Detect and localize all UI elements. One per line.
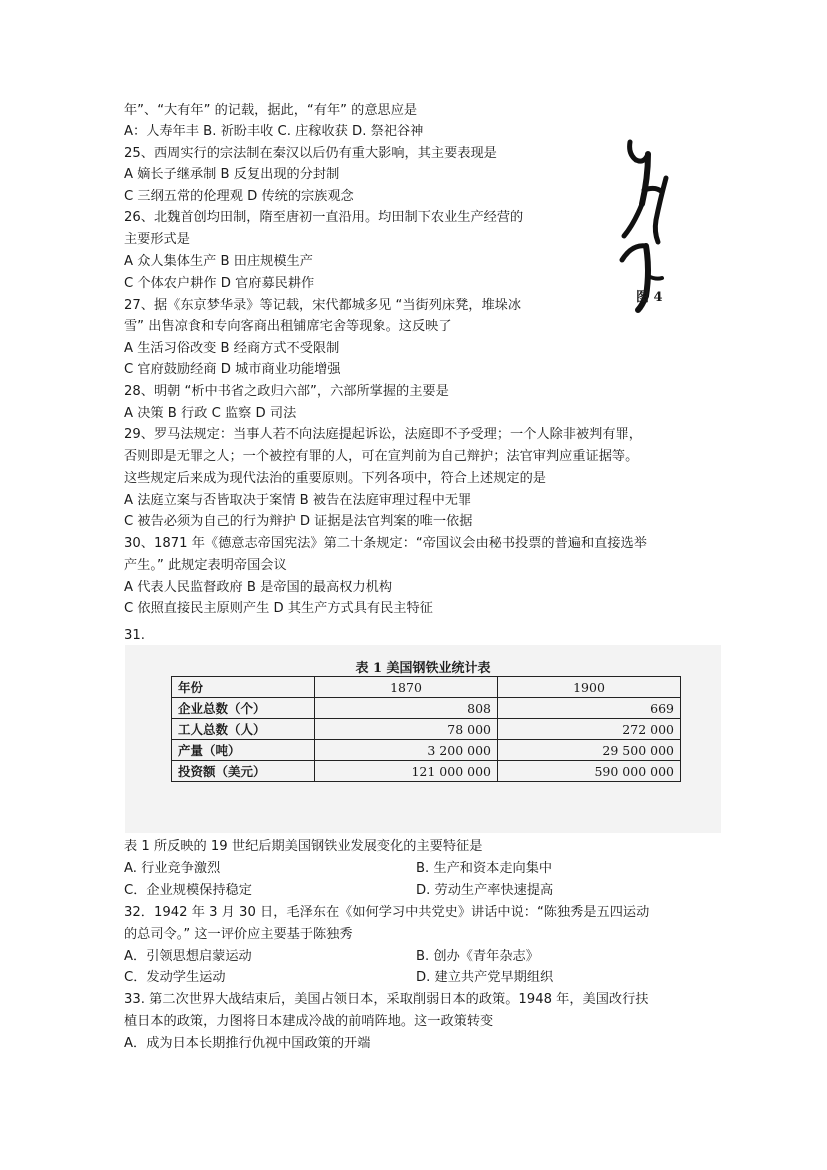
table-cell: 3 200 000	[315, 740, 498, 761]
q33-option-a: A．成为日本长期推行仇视中国政策的开端	[124, 1036, 371, 1051]
q29-stem-cont: 否则即是无罪之人；一个被控有罪的人，可在宣判前为自己辩护；法官审判应重证据等。	[124, 449, 639, 464]
q27-options-cd: C 官府鼓励经商 D 城市商业功能增强	[124, 362, 341, 377]
table-row	[172, 698, 681, 719]
figure-4-label: 图 4	[636, 290, 663, 305]
q27-stem: 27、据《东京梦华录》等记载，宋代都城多见 “当街列床凳，堆垛冰	[124, 298, 522, 313]
q31-option-a: A. 行业竞争激烈	[124, 861, 221, 876]
q26-stem: 26、北魏首创均田制，隋至唐初一直沿用。均田制下农业生产经营的	[124, 210, 524, 225]
q31-option-b: B. 生产和资本走向集中	[416, 861, 553, 876]
steel-statistics-table-image	[125, 645, 721, 833]
q29-stem: 29、罗马法规定：当事人若不向法庭提起诉讼，法庭即不予受理；一个人除非被判有罪，	[124, 427, 642, 442]
table-cell: 272 000	[498, 719, 681, 740]
q24-stem-end: 年”、“大有年” 的记载，据此，“有年” 的意思应是	[124, 103, 418, 118]
table-row	[172, 719, 681, 740]
table-header-cell: 1870	[315, 677, 498, 698]
table-title: 表 1 美国钢铁业统计表	[355, 661, 491, 676]
q30-options-ab: A 代表人民监督政府 B 是帝国的最高权力机构	[124, 580, 393, 595]
q29-options-cd: C 被告必须为自己的行为辩护 D 证据是法官判案的唯一依据	[124, 514, 473, 529]
table-cell: 590 000 000	[498, 761, 681, 782]
q30-stem-cont: 产生。” 此规定表明帝国会议	[124, 558, 287, 573]
q30-options-cd: C 依照直接民主原则产生 D 其生产方式具有民主特征	[124, 601, 433, 616]
q25-options-ab: A 嫡长子继承制 B 反复出现的分封制	[124, 167, 340, 182]
table-cell: 工人总数（人）	[172, 719, 315, 740]
q24-options: A：人寿年丰 B. 祈盼丰收 C. 庄稼收获 D. 祭祀谷神	[124, 124, 424, 139]
q29-stem-cont2: 这些规定后来成为现代法治的重要原则。下列各项中，符合上述规定的是	[124, 471, 546, 486]
q32-option-c: C．发动学生运动	[124, 970, 226, 985]
table-cell: 投资额（美元）	[172, 761, 315, 782]
steel-statistics-table	[171, 676, 681, 782]
q31-number: 31.	[124, 628, 145, 643]
q31-option-c: C．企业规模保持稳定	[124, 883, 252, 898]
q28-options: A 决策 B 行政 C 监察 D 司法	[124, 406, 297, 421]
q26-options-ab: A 众人集体生产 B 田庄规模生产	[124, 254, 313, 269]
q29-options-ab: A 法庭立案与否皆取决于案情 B 被告在法庭审理过程中无罪	[124, 493, 472, 508]
q31-option-d: D. 劳动生产率快速提高	[416, 883, 554, 898]
q32-stem-cont: 的总司令。” 这一评价应主要基于陈独秀	[124, 927, 353, 942]
q25-options-cd: C 三纲五常的伦理观 D 传统的宗族观念	[124, 189, 354, 204]
table-cell: 669	[498, 698, 681, 719]
q33-stem: 33. 第二次世界大战结束后，美国占领日本，采取削弱日本的政策。1948 年，美国改行扶	[124, 992, 649, 1007]
q25-stem: 25、西周实行的宗法制在秦汉以后仍有重大影响，其主要表现是	[124, 146, 497, 161]
q30-stem: 30、1871 年《德意志帝国宪法》第二十条规定：“帝国议会由秘书投票的普遍和直接选举	[124, 536, 647, 551]
table-cell: 808	[315, 698, 498, 719]
q32-stem: 32．1942 年 3 月 30 日，毛泽东在《如何学习中共党史》讲话中说：“陈独秀是五四运动	[124, 905, 650, 920]
q28-stem: 28、明朝 “析中书省之政归六部”，六部所掌握的主要是	[124, 384, 449, 399]
q27-stem-cont: 雪” 出售凉食和专向客商出租铺席宅舍等现象。这反映了	[124, 319, 452, 334]
table-row	[172, 740, 681, 761]
table-row	[172, 761, 681, 782]
q32-option-d: D. 建立共产党早期组织	[416, 970, 554, 985]
table-cell: 29 500 000	[498, 740, 681, 761]
q33-stem-cont: 植日本的政策，力图将日本建成冷战的前哨阵地。这一政策转变	[124, 1014, 494, 1029]
table-cell: 78 000	[315, 719, 498, 740]
q32-option-a: A．引领思想启蒙运动	[124, 949, 252, 964]
q26-options-cd: C 个体农户耕作 D 官府募民耕作	[124, 276, 315, 291]
q31-stem: 表 1 所反映的 19 世纪后期美国钢铁业发展变化的主要特征是	[124, 839, 483, 854]
table-header-cell: 1900	[498, 677, 681, 698]
table-cell: 产量（吨）	[172, 740, 315, 761]
table-header-row	[172, 677, 681, 698]
table-cell: 121 000 000	[315, 761, 498, 782]
q32-option-b: B. 创办《青年杂志》	[416, 949, 539, 964]
table-cell: 企业总数（个）	[172, 698, 315, 719]
q26-stem-cont: 主要形式是	[124, 232, 190, 247]
q27-options-ab: A 生活习俗改变 B 经商方式不受限制	[124, 341, 340, 356]
table-header-cell: 年份	[172, 677, 315, 698]
